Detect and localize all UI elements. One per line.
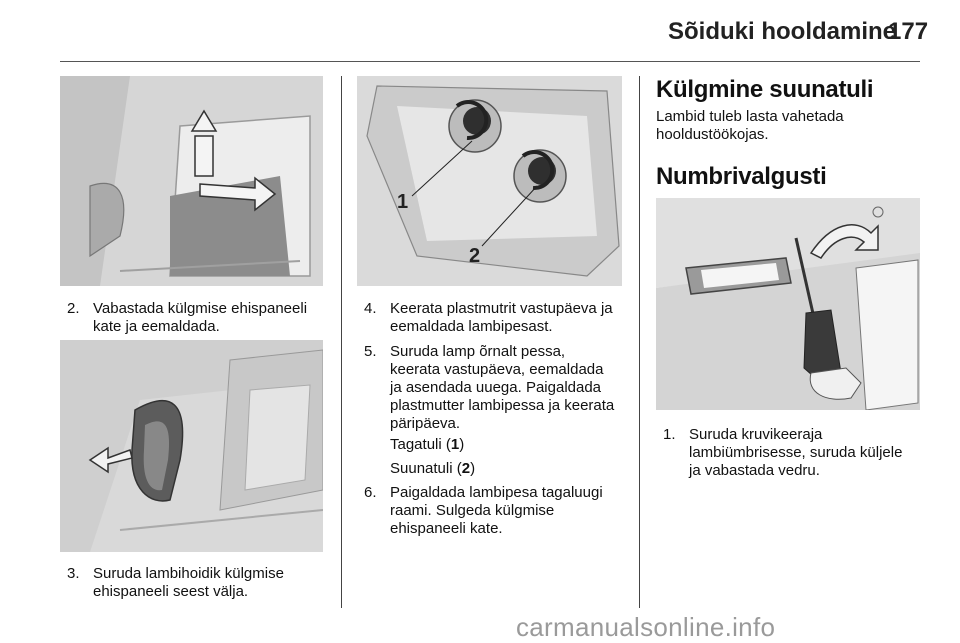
step-text xyxy=(93,300,343,336)
step-text-line: lambiümbrisesse, suruda küljele xyxy=(689,444,903,461)
step-text-line: kate ja eemaldada. xyxy=(93,318,220,335)
step-text-line: plastmutter lambipessa ja keerata xyxy=(390,397,615,414)
step-number: 4. xyxy=(364,300,377,317)
legend-text: Tagatuli ( xyxy=(390,436,451,453)
illustration-side-panel-cover xyxy=(60,76,323,286)
step-text-line: Vabastada külgmise ehispaneeli xyxy=(93,300,308,317)
step-text-line: raami. Sulgeda külgmise xyxy=(390,502,555,519)
section-heading-side-turn-signal: Külgmine suunatuli xyxy=(656,76,874,103)
column-divider-left xyxy=(341,76,342,608)
step-text-line: Paigaldada lambipesa tagaluugi xyxy=(390,484,603,501)
illustration-lamp-holder xyxy=(60,340,323,552)
step-number: 3. xyxy=(67,565,80,582)
legend-text: ) xyxy=(459,436,465,453)
legend-text: Suunatuli ( xyxy=(390,460,462,477)
section-paragraph xyxy=(656,108,844,144)
step-text-line: Keerata plastmutrit vastupäeva ja xyxy=(390,300,613,317)
step-number: 6. xyxy=(364,484,377,501)
step-text-line: päripäeva. xyxy=(390,415,461,432)
illustration-tail-light-sockets xyxy=(357,76,622,286)
step-text xyxy=(689,426,929,480)
page-number: 177 xyxy=(888,18,929,45)
section-heading-license-plate-light: Numbrivalgusti xyxy=(656,163,827,190)
paragraph-line: hooldustöökojas. xyxy=(656,126,769,143)
step-number: 2. xyxy=(67,300,80,317)
callout-label-2: 2 xyxy=(469,245,481,267)
legend-turn-signal xyxy=(390,460,475,478)
step-text-line: Suruda kruvikeeraja xyxy=(689,426,823,443)
step-text xyxy=(390,484,640,538)
step-text-line: ja vabastada vedru. xyxy=(689,462,820,479)
step-text-line: eemaldada lambipesast. xyxy=(390,318,553,335)
step-text xyxy=(93,565,343,601)
running-header-title: Sõiduki hooldamine xyxy=(668,18,897,45)
header-divider xyxy=(60,61,920,62)
step-number: 5. xyxy=(364,343,377,360)
legend-ref: 2 xyxy=(461,460,471,477)
illustration-license-plate-light xyxy=(656,198,920,410)
callout-label-1: 1 xyxy=(397,191,409,213)
step-text-line: ehispaneeli kate. xyxy=(390,520,503,537)
legend-text: ) xyxy=(470,460,476,477)
step-text xyxy=(390,343,640,433)
step-text xyxy=(390,300,640,336)
legend-tail-light xyxy=(390,436,464,454)
step-text-line: ja asendada uuega. Paigaldada xyxy=(390,379,602,396)
step-text-line: keerata vastupäeva, eemaldada xyxy=(390,361,604,378)
legend-ref: 1 xyxy=(450,436,460,453)
step-text-line: Suruda lamp õrnalt pessa, xyxy=(390,343,566,360)
step-number: 1. xyxy=(663,426,676,443)
step-text-line: ehispaneeli seest välja. xyxy=(93,583,249,600)
paragraph-line: Lambid tuleb lasta vahetada xyxy=(656,108,844,125)
step-text-line: Suruda lambihoidik külgmise xyxy=(93,565,284,582)
watermark: carmanualsonline.info xyxy=(516,612,776,642)
